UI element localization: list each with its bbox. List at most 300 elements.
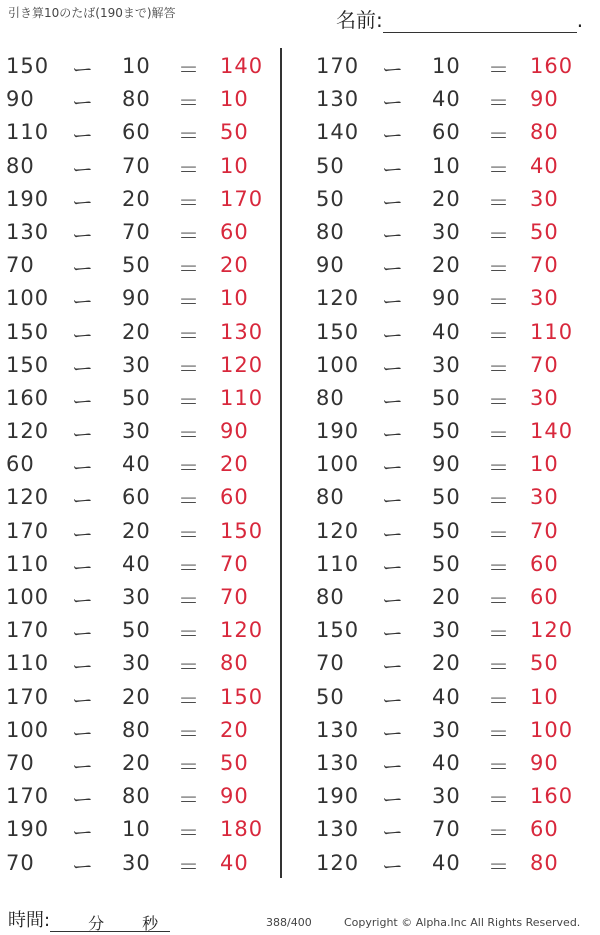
minuend: 120 — [316, 518, 360, 543]
page-number: 388/400 — [266, 916, 312, 929]
answer: 10 — [220, 286, 249, 311]
problem-row — [6, 216, 276, 249]
subtrahend: 50 — [122, 253, 151, 278]
answer: 70 — [220, 585, 249, 609]
minus-sign: ー — [382, 688, 404, 713]
answer: 50 — [530, 219, 559, 244]
answer: 90 — [530, 750, 559, 775]
answer: 20 — [220, 717, 249, 742]
answer: 30 — [530, 186, 559, 211]
problem-row — [316, 747, 586, 780]
answer: 70 — [530, 352, 559, 377]
minus-sign: ー — [72, 323, 94, 348]
answer: 70 — [530, 253, 559, 278]
minuend: 130 — [316, 750, 360, 775]
equals-sign: ＝ — [488, 754, 510, 779]
answer: 60 — [220, 219, 249, 244]
answer: 120 — [220, 618, 264, 643]
problem-row — [6, 847, 276, 880]
minuend: 170 — [316, 54, 360, 78]
equals-sign: ＝ — [178, 124, 200, 149]
subtrahend: 20 — [122, 518, 151, 543]
minus-sign: ー — [72, 721, 94, 746]
subtrahend: 80 — [122, 87, 151, 112]
minus-sign: ー — [382, 389, 404, 414]
time-field — [8, 906, 170, 932]
minuend: 80 — [6, 153, 35, 178]
minuend: 170 — [6, 784, 50, 809]
minuend: 190 — [316, 784, 360, 809]
subtrahend: 30 — [122, 419, 151, 444]
equals-sign: ＝ — [488, 389, 510, 414]
equals-sign: ＝ — [488, 456, 510, 481]
minuend: 150 — [6, 54, 50, 78]
minuend: 190 — [6, 817, 50, 842]
problem-row — [316, 282, 586, 315]
answer: 60 — [530, 585, 559, 609]
problem-row — [316, 415, 586, 448]
minuend: 50 — [316, 684, 345, 709]
minuend: 50 — [316, 153, 345, 178]
problem-row — [6, 747, 276, 780]
minus-sign: ー — [382, 290, 404, 315]
minus-sign: ー — [72, 688, 94, 713]
minus-sign: ー — [72, 489, 94, 514]
equals-sign: ＝ — [488, 290, 510, 315]
subtrahend: 40 — [432, 850, 461, 875]
problem-row — [316, 780, 586, 813]
answer: 90 — [220, 784, 249, 809]
minuend: 170 — [6, 618, 50, 643]
answer: 50 — [220, 120, 249, 145]
minuend: 70 — [6, 850, 35, 875]
equals-sign: ＝ — [488, 423, 510, 448]
equals-sign: ＝ — [488, 157, 510, 182]
subtrahend: 10 — [122, 817, 151, 842]
name-line — [383, 12, 577, 33]
right-problem-column — [316, 50, 586, 880]
problem-row — [6, 382, 276, 415]
subtrahend: 60 — [122, 120, 151, 145]
equals-sign: ＝ — [178, 323, 200, 348]
answer: 80 — [530, 850, 559, 875]
equals-sign: ＝ — [488, 622, 510, 647]
subtrahend: 10 — [432, 54, 461, 78]
column-divider — [280, 48, 282, 878]
copyright: Copyright © Alpha.Inc All Rights Reserved. — [344, 916, 581, 929]
minuend: 80 — [316, 585, 345, 609]
problem-row — [6, 116, 276, 149]
answer: 160 — [530, 54, 574, 78]
minus-sign: ー — [382, 223, 404, 248]
subtrahend: 70 — [122, 153, 151, 178]
minus-sign: ー — [382, 257, 404, 282]
minus-sign: ー — [382, 323, 404, 348]
problem-row — [316, 316, 586, 349]
minuend: 150 — [6, 319, 50, 344]
minuend: 100 — [316, 452, 360, 477]
equals-sign: ＝ — [178, 389, 200, 414]
problem-row — [316, 50, 586, 83]
answer: 80 — [220, 651, 249, 676]
equals-sign: ＝ — [488, 854, 510, 879]
subtrahend: 40 — [122, 452, 151, 477]
minuend: 80 — [316, 385, 345, 410]
subtrahend: 30 — [432, 352, 461, 377]
equals-sign: ＝ — [178, 223, 200, 248]
equals-sign: ＝ — [488, 489, 510, 514]
minus-sign: ー — [72, 124, 94, 149]
minuend: 100 — [6, 286, 50, 311]
minuend: 110 — [6, 651, 50, 676]
equals-sign: ＝ — [178, 622, 200, 647]
subtrahend: 30 — [432, 618, 461, 643]
minus-sign: ー — [382, 489, 404, 514]
minus-sign: ー — [382, 522, 404, 547]
problem-row — [6, 614, 276, 647]
equals-sign: ＝ — [488, 555, 510, 580]
subtrahend: 50 — [432, 419, 461, 444]
minuend: 120 — [316, 850, 360, 875]
equals-sign: ＝ — [488, 522, 510, 547]
equals-sign: ＝ — [488, 91, 510, 116]
answer: 140 — [220, 54, 264, 78]
minus-sign: ー — [72, 854, 94, 879]
minus-sign: ー — [72, 456, 94, 481]
subtrahend: 50 — [432, 551, 461, 576]
equals-sign: ＝ — [178, 290, 200, 315]
problem-row — [6, 316, 276, 349]
minuend: 60 — [6, 452, 35, 477]
problem-row — [6, 249, 276, 282]
subtrahend: 40 — [432, 750, 461, 775]
time-label: 時間: — [8, 910, 51, 931]
answer: 90 — [530, 87, 559, 112]
equals-sign: ＝ — [178, 655, 200, 680]
equals-sign: ＝ — [488, 721, 510, 746]
problem-row — [6, 183, 276, 216]
answer: 160 — [530, 784, 574, 809]
minuend: 130 — [316, 817, 360, 842]
answer: 20 — [220, 253, 249, 278]
subtrahend: 40 — [122, 551, 151, 576]
minus-sign: ー — [72, 622, 94, 647]
answer: 50 — [220, 750, 249, 775]
problem-row — [6, 581, 276, 614]
minus-sign: ー — [72, 58, 94, 82]
problem-row — [6, 448, 276, 481]
minus-sign: ー — [382, 721, 404, 746]
time-line — [50, 911, 170, 932]
answer: 40 — [220, 850, 249, 875]
answer: 170 — [220, 186, 264, 211]
equals-sign: ＝ — [178, 854, 200, 879]
minuend: 90 — [6, 87, 35, 112]
minuend: 190 — [6, 186, 50, 211]
minuend: 150 — [6, 352, 50, 377]
problem-row — [316, 515, 586, 548]
minus-sign: ー — [382, 190, 404, 215]
problem-row — [316, 647, 586, 680]
minus-sign: ー — [72, 589, 94, 613]
subtrahend: 20 — [432, 186, 461, 211]
answer: 130 — [220, 319, 264, 344]
subtrahend: 50 — [122, 618, 151, 643]
subtrahend: 70 — [432, 817, 461, 842]
equals-sign: ＝ — [488, 190, 510, 215]
answer: 60 — [220, 485, 249, 510]
subtrahend: 30 — [432, 717, 461, 742]
equals-sign: ＝ — [178, 821, 200, 846]
subtrahend: 50 — [432, 385, 461, 410]
minuend: 100 — [6, 585, 50, 609]
answer: 110 — [220, 385, 264, 410]
answer: 90 — [220, 419, 249, 444]
answer: 10 — [530, 452, 559, 477]
problem-row — [6, 813, 276, 846]
subtrahend: 20 — [122, 186, 151, 211]
problem-row — [316, 183, 586, 216]
minus-sign: ー — [382, 589, 404, 613]
answer: 150 — [220, 518, 264, 543]
problem-row — [316, 116, 586, 149]
answer: 70 — [220, 551, 249, 576]
problem-row — [6, 83, 276, 116]
equals-sign: ＝ — [488, 655, 510, 680]
minuend: 170 — [6, 684, 50, 709]
seconds-label: 秒 — [142, 914, 159, 933]
problem-row — [316, 481, 586, 514]
minus-sign: ー — [382, 655, 404, 680]
problem-row — [316, 614, 586, 647]
subtrahend: 20 — [432, 651, 461, 676]
minuend: 170 — [6, 518, 50, 543]
equals-sign: ＝ — [178, 788, 200, 813]
answer: 20 — [220, 452, 249, 477]
minus-sign: ー — [72, 190, 94, 215]
answer: 30 — [530, 385, 559, 410]
subtrahend: 30 — [122, 352, 151, 377]
minus-sign: ー — [72, 821, 94, 846]
minuend: 120 — [6, 419, 50, 444]
problem-row — [316, 681, 586, 714]
minus-sign: ー — [72, 91, 94, 116]
minus-sign: ー — [72, 257, 94, 282]
equals-sign: ＝ — [178, 423, 200, 448]
problem-row — [6, 481, 276, 514]
equals-sign: ＝ — [488, 589, 510, 613]
name-field — [336, 4, 583, 33]
problem-row — [316, 448, 586, 481]
minus-sign: ー — [382, 788, 404, 813]
minus-sign: ー — [72, 157, 94, 182]
minus-sign: ー — [382, 622, 404, 647]
minuend: 70 — [6, 253, 35, 278]
problem-row — [316, 847, 586, 880]
minus-sign: ー — [382, 124, 404, 149]
equals-sign: ＝ — [488, 257, 510, 282]
problem-row — [6, 150, 276, 183]
subtrahend: 30 — [122, 850, 151, 875]
minuend: 150 — [316, 319, 360, 344]
minus-sign: ー — [382, 356, 404, 381]
problem-row — [6, 780, 276, 813]
equals-sign: ＝ — [488, 788, 510, 813]
subtrahend: 10 — [122, 54, 151, 78]
equals-sign: ＝ — [488, 356, 510, 381]
minuend: 50 — [316, 186, 345, 211]
minuend: 130 — [316, 87, 360, 112]
problem-row — [316, 714, 586, 747]
equals-sign: ＝ — [178, 688, 200, 713]
answer: 150 — [220, 684, 264, 709]
minuend: 120 — [316, 286, 360, 311]
subtrahend: 40 — [432, 319, 461, 344]
subtrahend: 50 — [432, 518, 461, 543]
minus-sign: ー — [72, 655, 94, 680]
minuend: 90 — [316, 253, 345, 278]
answer: 30 — [530, 485, 559, 510]
subtrahend: 30 — [432, 219, 461, 244]
equals-sign: ＝ — [488, 223, 510, 248]
equals-sign: ＝ — [178, 754, 200, 779]
problem-row — [6, 349, 276, 382]
minus-sign: ー — [72, 522, 94, 547]
minus-sign: ー — [382, 854, 404, 879]
equals-sign: ＝ — [488, 821, 510, 846]
minus-sign: ー — [382, 456, 404, 481]
answer: 120 — [220, 352, 264, 377]
answer: 10 — [530, 684, 559, 709]
minus-sign: ー — [72, 555, 94, 580]
left-problem-column — [6, 50, 276, 880]
subtrahend: 60 — [122, 485, 151, 510]
problem-row — [316, 249, 586, 282]
equals-sign: ＝ — [488, 323, 510, 348]
minus-sign: ー — [72, 788, 94, 813]
problem-row — [316, 349, 586, 382]
minuend: 140 — [316, 120, 360, 145]
subtrahend: 90 — [432, 286, 461, 311]
worksheet-title: 引き算10のたば(190まで)解答 — [8, 6, 176, 20]
subtrahend: 20 — [432, 585, 461, 609]
minus-sign: ー — [72, 356, 94, 381]
answer: 140 — [530, 419, 574, 444]
minus-sign: ー — [382, 754, 404, 779]
minuend: 110 — [6, 120, 50, 145]
minus-sign: ー — [72, 389, 94, 414]
problem-row — [316, 813, 586, 846]
problem-row — [316, 382, 586, 415]
answer: 50 — [530, 651, 559, 676]
answer: 100 — [530, 717, 574, 742]
minutes-label: 分 — [88, 914, 105, 933]
minus-sign: ー — [382, 58, 404, 82]
answer: 120 — [530, 618, 574, 643]
problem-row — [6, 714, 276, 747]
equals-sign: ＝ — [178, 190, 200, 215]
subtrahend: 90 — [432, 452, 461, 477]
problem-row — [6, 415, 276, 448]
problem-row — [316, 83, 586, 116]
answer: 10 — [220, 87, 249, 112]
subtrahend: 30 — [122, 585, 151, 609]
equals-sign: ＝ — [178, 157, 200, 182]
minus-sign: ー — [72, 223, 94, 248]
minuend: 120 — [6, 485, 50, 510]
equals-sign: ＝ — [178, 721, 200, 746]
minus-sign: ー — [382, 423, 404, 448]
equals-sign: ＝ — [178, 91, 200, 116]
answer: 60 — [530, 817, 559, 842]
equals-sign: ＝ — [178, 555, 200, 580]
equals-sign: ＝ — [178, 489, 200, 514]
subtrahend: 90 — [122, 286, 151, 311]
equals-sign: ＝ — [178, 58, 200, 82]
subtrahend: 70 — [122, 219, 151, 244]
equals-sign: ＝ — [488, 688, 510, 713]
subtrahend: 30 — [432, 784, 461, 809]
minuend: 80 — [316, 219, 345, 244]
subtrahend: 20 — [122, 750, 151, 775]
minuend: 70 — [316, 651, 345, 676]
answer: 80 — [530, 120, 559, 145]
minuend: 110 — [6, 551, 50, 576]
minuend: 150 — [316, 618, 360, 643]
equals-sign: ＝ — [178, 257, 200, 282]
minus-sign: ー — [382, 91, 404, 116]
minuend: 190 — [316, 419, 360, 444]
problem-row — [6, 548, 276, 581]
equals-sign: ＝ — [178, 522, 200, 547]
problem-row — [316, 150, 586, 183]
equals-sign: ＝ — [178, 356, 200, 381]
minuend: 130 — [6, 219, 50, 244]
subtrahend: 60 — [432, 120, 461, 145]
subtrahend: 80 — [122, 717, 151, 742]
subtrahend: 10 — [432, 153, 461, 178]
subtrahend: 50 — [432, 485, 461, 510]
subtrahend: 20 — [432, 253, 461, 278]
subtrahend: 30 — [122, 651, 151, 676]
minus-sign: ー — [382, 821, 404, 846]
name-end: . — [576, 8, 584, 32]
minuend: 100 — [316, 352, 360, 377]
minus-sign: ー — [382, 555, 404, 580]
answer: 70 — [530, 518, 559, 543]
problem-row — [316, 581, 586, 614]
answer: 60 — [530, 551, 559, 576]
problem-row — [316, 548, 586, 581]
problem-row — [6, 647, 276, 680]
answer: 180 — [220, 817, 264, 842]
subtrahend: 40 — [432, 684, 461, 709]
problem-row — [6, 50, 276, 83]
problem-row — [6, 515, 276, 548]
problem-row — [6, 282, 276, 315]
subtrahend: 20 — [122, 684, 151, 709]
answer: 40 — [530, 153, 559, 178]
minuend: 80 — [316, 485, 345, 510]
subtrahend: 50 — [122, 385, 151, 410]
minuend: 130 — [316, 717, 360, 742]
equals-sign: ＝ — [178, 456, 200, 481]
name-label: 名前: — [336, 8, 383, 32]
answer: 110 — [530, 319, 574, 344]
answer: 10 — [220, 153, 249, 178]
subtrahend: 40 — [432, 87, 461, 112]
minuend: 70 — [6, 750, 35, 775]
